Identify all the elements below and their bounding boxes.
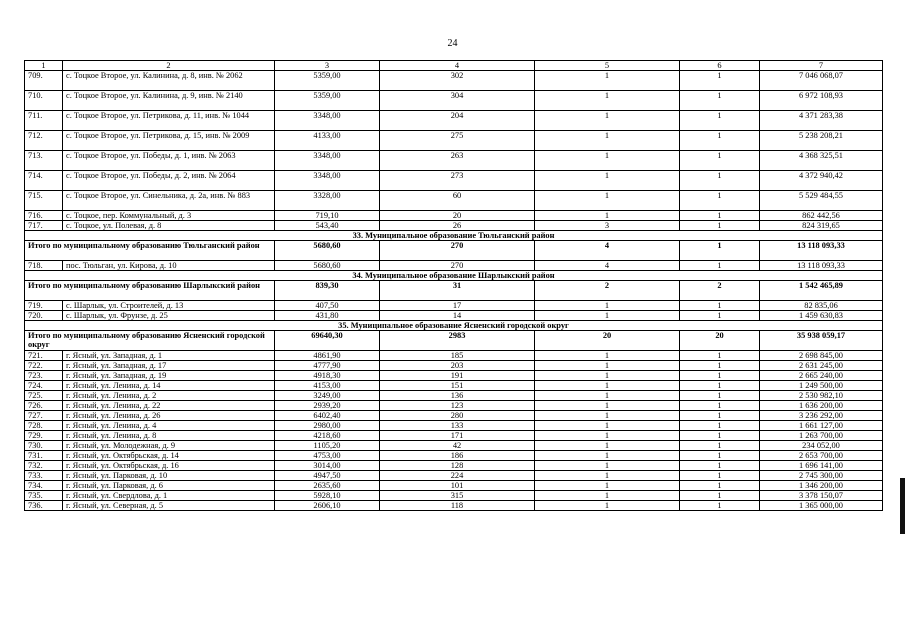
value-cell-c4: 302 — [380, 71, 535, 91]
address-cell: г. Ясный, ул. Октябрьская, д. 16 — [63, 461, 275, 471]
value-cell-c5: 1 — [535, 501, 680, 511]
row-number-cell: 710. — [25, 91, 63, 111]
header-cell-3: 3 — [275, 61, 380, 71]
row-number-cell: 734. — [25, 481, 63, 491]
row-number-cell: 724. — [25, 381, 63, 391]
value-cell-c6: 1 — [680, 91, 760, 111]
address-cell: с. Тоцкое Второе, ул. Петрикова, д. 15, инв. № 2009 — [63, 131, 275, 151]
table-row — [25, 301, 883, 311]
value-cell-c7: 2 653 700,00 — [760, 451, 883, 461]
total-row — [25, 241, 883, 261]
section-heading: 34. Муниципальное образование Шарлыкский район — [25, 271, 883, 281]
value-cell-c3: 5680,60 — [275, 261, 380, 271]
value-cell-c5: 1 — [535, 401, 680, 411]
table-row — [25, 351, 883, 361]
value-cell-c6: 1 — [680, 381, 760, 391]
value-cell-c3: 4753,00 — [275, 451, 380, 461]
value-cell-c5: 1 — [535, 381, 680, 391]
header-cell-2: 2 — [63, 61, 275, 71]
value-cell-c5: 1 — [535, 491, 680, 501]
value-cell-c3: 407,50 — [275, 301, 380, 311]
total-cell-c5: 20 — [535, 331, 680, 351]
row-number-cell: 736. — [25, 501, 63, 511]
value-cell-c3: 4133,00 — [275, 131, 380, 151]
value-cell-c6: 1 — [680, 111, 760, 131]
address-cell: с. Тоцкое Второе, ул. Синельника, д. 2а, инв. № 883 — [63, 191, 275, 211]
value-cell-c4: 151 — [380, 381, 535, 391]
value-cell-c4: 42 — [380, 441, 535, 451]
table-row — [25, 381, 883, 391]
value-cell-c3: 4918,30 — [275, 371, 380, 381]
row-number-cell: 725. — [25, 391, 63, 401]
address-cell: пос. Тюльган, ул. Кирова, д. 10 — [63, 261, 275, 271]
value-cell-c3: 3348,00 — [275, 111, 380, 131]
section-heading: 33. Муниципальное образование Тюльганский район — [25, 231, 883, 241]
value-cell-c5: 1 — [535, 111, 680, 131]
row-number-cell: 715. — [25, 191, 63, 211]
value-cell-c4: 275 — [380, 131, 535, 151]
row-number-cell: 711. — [25, 111, 63, 131]
value-cell-c7: 1 365 000,00 — [760, 501, 883, 511]
value-cell-c3: 3348,00 — [275, 151, 380, 171]
value-cell-c6: 1 — [680, 71, 760, 91]
row-number-cell: 713. — [25, 151, 63, 171]
total-cell-c7: 1 542 465,89 — [760, 281, 883, 301]
table-row — [25, 191, 883, 211]
value-cell-c4: 224 — [380, 471, 535, 481]
value-cell-c5: 1 — [535, 131, 680, 151]
total-label: Итого по муниципальному образованию Тюльганский район — [25, 241, 275, 261]
value-cell-c3: 4947,50 — [275, 471, 380, 481]
value-cell-c3: 2606,10 — [275, 501, 380, 511]
table-row — [25, 451, 883, 461]
address-cell: с. Тоцкое Второе, ул. Петрикова, д. 11, инв. № 1044 — [63, 111, 275, 131]
value-cell-c5: 1 — [535, 211, 680, 221]
address-cell: г. Ясный, ул. Ленина, д. 2 — [63, 391, 275, 401]
table-row — [25, 391, 883, 401]
value-cell-c7: 4 368 325,51 — [760, 151, 883, 171]
value-cell-c6: 1 — [680, 461, 760, 471]
total-cell-c3: 69640,30 — [275, 331, 380, 351]
row-number-cell: 733. — [25, 471, 63, 481]
value-cell-c6: 1 — [680, 131, 760, 151]
header-cell-4: 4 — [380, 61, 535, 71]
value-cell-c7: 1 263 700,00 — [760, 431, 883, 441]
address-cell: г. Ясный, ул. Октябрьская, д. 14 — [63, 451, 275, 461]
value-cell-c4: 60 — [380, 191, 535, 211]
value-cell-c4: 17 — [380, 301, 535, 311]
value-cell-c3: 5359,00 — [275, 91, 380, 111]
table-row — [25, 401, 883, 411]
value-cell-c3: 543,40 — [275, 221, 380, 231]
row-number-cell: 728. — [25, 421, 63, 431]
header-cell-6: 6 — [680, 61, 760, 71]
value-cell-c3: 431,80 — [275, 311, 380, 321]
value-cell-c7: 2 665 240,00 — [760, 371, 883, 381]
row-number-cell: 722. — [25, 361, 63, 371]
scan-edge-mark — [900, 478, 905, 534]
total-cell-c4: 31 — [380, 281, 535, 301]
value-cell-c5: 1 — [535, 441, 680, 451]
value-cell-c3: 6402,40 — [275, 411, 380, 421]
address-cell: с. Тоцкое Второе, ул. Победы, д. 2, инв. № 2064 — [63, 171, 275, 191]
value-cell-c7: 6 972 108,93 — [760, 91, 883, 111]
value-cell-c7: 862 442,56 — [760, 211, 883, 221]
address-cell: г. Ясный, ул. Ленина, д. 8 — [63, 431, 275, 441]
table-row — [25, 151, 883, 171]
table-row — [25, 441, 883, 451]
value-cell-c6: 1 — [680, 351, 760, 361]
value-cell-c6: 1 — [680, 221, 760, 231]
total-cell-c3: 5680,60 — [275, 241, 380, 261]
total-cell-c4: 2983 — [380, 331, 535, 351]
value-cell-c7: 1 459 630,83 — [760, 311, 883, 321]
value-cell-c7: 2 745 300,00 — [760, 471, 883, 481]
value-cell-c7: 824 319,65 — [760, 221, 883, 231]
value-cell-c7: 1 661 127,00 — [760, 421, 883, 431]
value-cell-c4: 123 — [380, 401, 535, 411]
address-cell: с. Тоцкое Второе, ул. Калинина, д. 9, инв. № 2140 — [63, 91, 275, 111]
row-number-cell: 729. — [25, 431, 63, 441]
value-cell-c5: 1 — [535, 191, 680, 211]
page-number: 24 — [447, 38, 458, 49]
table-row — [25, 461, 883, 471]
table-row — [25, 361, 883, 371]
value-cell-c6: 1 — [680, 451, 760, 461]
total-cell-c4: 270 — [380, 241, 535, 261]
total-label: Итого по муниципальному образованию Ясненский городской округ — [25, 331, 275, 351]
value-cell-c6: 1 — [680, 501, 760, 511]
value-cell-c6: 1 — [680, 401, 760, 411]
value-cell-c7: 2 698 845,00 — [760, 351, 883, 361]
row-number-cell: 730. — [25, 441, 63, 451]
value-cell-c4: 270 — [380, 261, 535, 271]
value-cell-c4: 273 — [380, 171, 535, 191]
value-cell-c3: 719,10 — [275, 211, 380, 221]
value-cell-c6: 1 — [680, 301, 760, 311]
table-row — [25, 501, 883, 511]
value-cell-c3: 5359,00 — [275, 71, 380, 91]
value-cell-c4: 118 — [380, 501, 535, 511]
table-row — [25, 371, 883, 381]
address-cell: с. Тоцкое Второе, ул. Победы, д. 1, инв. № 2063 — [63, 151, 275, 171]
value-cell-c5: 1 — [535, 311, 680, 321]
table-row — [25, 471, 883, 481]
value-cell-c5: 1 — [535, 151, 680, 171]
value-cell-c5: 1 — [535, 471, 680, 481]
value-cell-c5: 1 — [535, 391, 680, 401]
value-cell-c6: 1 — [680, 191, 760, 211]
table-row — [25, 411, 883, 421]
value-cell-c6: 1 — [680, 171, 760, 191]
value-cell-c3: 1105,20 — [275, 441, 380, 451]
value-cell-c4: 203 — [380, 361, 535, 371]
value-cell-c4: 128 — [380, 461, 535, 471]
value-cell-c4: 304 — [380, 91, 535, 111]
value-cell-c6: 1 — [680, 411, 760, 421]
value-cell-c7: 13 118 093,33 — [760, 261, 883, 271]
value-cell-c7: 3 236 292,00 — [760, 411, 883, 421]
value-cell-c5: 1 — [535, 421, 680, 431]
value-cell-c4: 171 — [380, 431, 535, 441]
address-cell: с. Шарлык, ул. Фрунзе, д. 25 — [63, 311, 275, 321]
section-heading-row — [25, 321, 883, 331]
value-cell-c4: 136 — [380, 391, 535, 401]
address-cell: г. Ясный, ул. Парковая, д. 6 — [63, 481, 275, 491]
table-row — [25, 71, 883, 91]
value-cell-c4: 101 — [380, 481, 535, 491]
address-cell: г. Ясный, ул. Западная, д. 19 — [63, 371, 275, 381]
value-cell-c4: 315 — [380, 491, 535, 501]
value-cell-c4: 191 — [380, 371, 535, 381]
row-number-cell: 723. — [25, 371, 63, 381]
row-number-cell: 735. — [25, 491, 63, 501]
table-row — [25, 481, 883, 491]
value-cell-c5: 1 — [535, 171, 680, 191]
section-heading: 35. Муниципальное образование Ясненский городской округ — [25, 321, 883, 331]
value-cell-c3: 3328,00 — [275, 191, 380, 211]
value-cell-c5: 1 — [535, 371, 680, 381]
total-cell-c5: 2 — [535, 281, 680, 301]
value-cell-c7: 4 372 940,42 — [760, 171, 883, 191]
value-cell-c3: 3014,00 — [275, 461, 380, 471]
total-cell-c6: 20 — [680, 331, 760, 351]
value-cell-c6: 1 — [680, 391, 760, 401]
value-cell-c6: 1 — [680, 261, 760, 271]
value-cell-c6: 1 — [680, 421, 760, 431]
row-number-cell: 718. — [25, 261, 63, 271]
value-cell-c6: 1 — [680, 481, 760, 491]
row-number-cell: 721. — [25, 351, 63, 361]
row-number-cell: 726. — [25, 401, 63, 411]
value-cell-c5: 1 — [535, 461, 680, 471]
housing-register-table — [24, 60, 883, 511]
header-cell-7: 7 — [760, 61, 883, 71]
total-cell-c6: 2 — [680, 281, 760, 301]
value-cell-c5: 3 — [535, 221, 680, 231]
header-cell-1: 1 — [25, 61, 63, 71]
value-cell-c6: 1 — [680, 361, 760, 371]
value-cell-c3: 3249,00 — [275, 391, 380, 401]
address-cell: г. Ясный, ул. Западная, д. 1 — [63, 351, 275, 361]
address-cell: с. Тоцкое, ул. Полевая, д. 8 — [63, 221, 275, 231]
table-row — [25, 311, 883, 321]
value-cell-c4: 185 — [380, 351, 535, 361]
table-row — [25, 221, 883, 231]
value-cell-c4: 263 — [380, 151, 535, 171]
address-cell: г. Ясный, ул. Свердлова, д. 1 — [63, 491, 275, 501]
value-cell-c4: 14 — [380, 311, 535, 321]
section-heading-row — [25, 231, 883, 241]
value-cell-c3: 4153,00 — [275, 381, 380, 391]
value-cell-c3: 2980,00 — [275, 421, 380, 431]
total-label: Итого по муниципальному образованию Шарлыкский район — [25, 281, 275, 301]
value-cell-c5: 1 — [535, 361, 680, 371]
row-number-cell: 716. — [25, 211, 63, 221]
value-cell-c4: 280 — [380, 411, 535, 421]
value-cell-c4: 26 — [380, 221, 535, 231]
address-cell: г. Ясный, ул. Ленина, д. 22 — [63, 401, 275, 411]
value-cell-c7: 1 636 200,00 — [760, 401, 883, 411]
value-cell-c4: 133 — [380, 421, 535, 431]
value-cell-c7: 3 378 150,07 — [760, 491, 883, 501]
value-cell-c6: 1 — [680, 371, 760, 381]
value-cell-c5: 1 — [535, 431, 680, 441]
value-cell-c5: 1 — [535, 481, 680, 491]
table-row — [25, 431, 883, 441]
table-row — [25, 211, 883, 221]
total-cell-c6: 1 — [680, 241, 760, 261]
address-cell: г. Ясный, ул. Молодежная, д. 9 — [63, 441, 275, 451]
value-cell-c7: 5 529 484,55 — [760, 191, 883, 211]
address-cell: г. Ясный, ул. Ленина, д. 14 — [63, 381, 275, 391]
row-number-cell: 732. — [25, 461, 63, 471]
row-number-cell: 720. — [25, 311, 63, 321]
value-cell-c3: 4218,60 — [275, 431, 380, 441]
value-cell-c6: 1 — [680, 211, 760, 221]
row-number-cell: 727. — [25, 411, 63, 421]
table-row — [25, 421, 883, 431]
address-cell: г. Ясный, ул. Ленина, д. 26 — [63, 411, 275, 421]
value-cell-c5: 1 — [535, 71, 680, 91]
address-cell: г. Ясный, ул. Ленина, д. 4 — [63, 421, 275, 431]
address-cell: г. Ясный, ул. Западная, д. 17 — [63, 361, 275, 371]
value-cell-c5: 1 — [535, 351, 680, 361]
row-number-cell: 731. — [25, 451, 63, 461]
total-cell-c3: 839,30 — [275, 281, 380, 301]
value-cell-c7: 4 371 283,38 — [760, 111, 883, 131]
row-number-cell: 712. — [25, 131, 63, 151]
address-cell: с. Шарлык, ул. Строителей, д. 13 — [63, 301, 275, 311]
table-row — [25, 91, 883, 111]
row-number-cell: 719. — [25, 301, 63, 311]
address-cell: с. Тоцкое, пер. Коммунальный, д. 3 — [63, 211, 275, 221]
value-cell-c5: 1 — [535, 301, 680, 311]
value-cell-c3: 5928,10 — [275, 491, 380, 501]
value-cell-c3: 4777,90 — [275, 361, 380, 371]
table-row — [25, 261, 883, 271]
value-cell-c7: 234 052,00 — [760, 441, 883, 451]
total-row — [25, 331, 883, 351]
value-cell-c7: 1 249 500,00 — [760, 381, 883, 391]
value-cell-c3: 4861,90 — [275, 351, 380, 361]
value-cell-c5: 4 — [535, 261, 680, 271]
value-cell-c7: 82 835,06 — [760, 301, 883, 311]
value-cell-c3: 2939,20 — [275, 401, 380, 411]
table-row — [25, 111, 883, 131]
address-cell: г. Ясный, ул. Парковая, д. 10 — [63, 471, 275, 481]
value-cell-c4: 204 — [380, 111, 535, 131]
table-row — [25, 171, 883, 191]
row-number-cell: 717. — [25, 221, 63, 231]
column-number-header-row — [25, 61, 883, 71]
table-row — [25, 131, 883, 151]
value-cell-c3: 3348,00 — [275, 171, 380, 191]
value-cell-c6: 1 — [680, 471, 760, 481]
value-cell-c5: 1 — [535, 451, 680, 461]
row-number-cell: 714. — [25, 171, 63, 191]
value-cell-c7: 1 346 200,00 — [760, 481, 883, 491]
table-row — [25, 491, 883, 501]
value-cell-c5: 1 — [535, 411, 680, 421]
total-cell-c5: 4 — [535, 241, 680, 261]
section-heading-row — [25, 271, 883, 281]
value-cell-c4: 20 — [380, 211, 535, 221]
total-cell-c7: 13 118 093,33 — [760, 241, 883, 261]
value-cell-c7: 2 631 245,00 — [760, 361, 883, 371]
value-cell-c6: 1 — [680, 441, 760, 451]
value-cell-c7: 7 046 068,07 — [760, 71, 883, 91]
total-row — [25, 281, 883, 301]
value-cell-c5: 1 — [535, 91, 680, 111]
value-cell-c4: 186 — [380, 451, 535, 461]
value-cell-c6: 1 — [680, 311, 760, 321]
address-cell: г. Ясный, ул. Северная, д. 5 — [63, 501, 275, 511]
value-cell-c6: 1 — [680, 431, 760, 441]
row-number-cell: 709. — [25, 71, 63, 91]
value-cell-c3: 2635,60 — [275, 481, 380, 491]
value-cell-c6: 1 — [680, 151, 760, 171]
value-cell-c7: 2 530 982,10 — [760, 391, 883, 401]
value-cell-c6: 1 — [680, 491, 760, 501]
value-cell-c7: 5 238 208,21 — [760, 131, 883, 151]
table-body — [25, 61, 883, 511]
header-cell-5: 5 — [535, 61, 680, 71]
total-cell-c7: 35 938 059,17 — [760, 331, 883, 351]
address-cell: с. Тоцкое Второе, ул. Калинина, д. 8, инв. № 2062 — [63, 71, 275, 91]
value-cell-c7: 1 696 141,00 — [760, 461, 883, 471]
